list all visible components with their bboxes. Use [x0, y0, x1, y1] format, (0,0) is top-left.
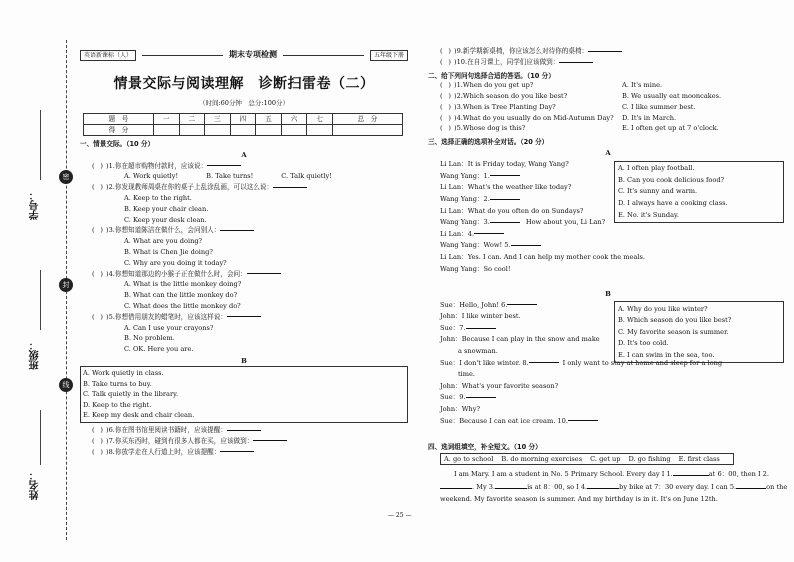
- score-input-cell[interactable]: [153, 124, 179, 135]
- student-number-blank[interactable]: [40, 110, 41, 180]
- box-option: E. No. it's Sunday.: [618, 210, 679, 219]
- box-option: D. Keep to the right.: [83, 400, 152, 409]
- answer-blank[interactable]: [490, 199, 520, 200]
- score-input-cell[interactable]: [281, 124, 307, 135]
- question-text: When do you get up?: [462, 81, 534, 90]
- question-row: [428, 57, 788, 68]
- part1-questions-b-cont: [428, 46, 788, 68]
- question-stem: 你发现教师周桌在你的桌子上乱涂乱画，可以这么说：: [114, 183, 274, 192]
- question-stem: 你想借用朋友的蜡笔时，应该这样说：: [114, 312, 227, 321]
- answer-paren[interactable]: ( ): [92, 436, 103, 445]
- answer-blank[interactable]: [588, 51, 622, 52]
- score-header-cell: 六: [281, 113, 307, 124]
- dialog-line: Sue：7.: [440, 322, 788, 334]
- box-option: B. Which season do you like best?: [618, 316, 732, 325]
- part1-option-box: [80, 366, 408, 423]
- page-title: 情景交际与阅读理解 诊断扫雷卷（二）: [113, 76, 375, 92]
- score-input-cell[interactable]: [205, 124, 231, 135]
- question-stem: 你想知道陈洁在做什么，会问别人：: [114, 226, 221, 235]
- answer-blank[interactable]: [466, 328, 496, 329]
- option-text: A. Work quietly!: [124, 172, 179, 181]
- answer-paren[interactable]: ( ): [440, 47, 451, 56]
- left-column: [80, 48, 408, 457]
- box-option: E. I can swim in the sea, too.: [618, 351, 715, 360]
- dialog-line: Sue：I don't like winter. 8. I only want to stay at home and sleep for a long: [440, 358, 723, 367]
- dialog-line: Wang Yang：3. How about you, Li Lan?: [440, 218, 606, 227]
- question-number: )10.: [454, 58, 468, 67]
- dialog-line: Wang Yang：1.: [440, 170, 788, 182]
- question-row: [80, 225, 408, 236]
- right-column: [428, 46, 788, 506]
- phrase-option: E. first class: [678, 455, 720, 464]
- match-row: [428, 123, 788, 134]
- part1-heading: 一、情景交际。（10 分）: [80, 139, 155, 148]
- score-input-cell[interactable]: [332, 124, 402, 135]
- answer-blank[interactable]: [568, 420, 598, 421]
- question-row: [80, 160, 408, 171]
- seal-dot-xian: 线: [59, 378, 73, 392]
- match-row: [428, 91, 788, 102]
- page-number: — 25 —: [388, 512, 412, 519]
- binding-strip: [26, 40, 70, 540]
- answer-option: E. I often get up at 7 o'clock.: [622, 124, 719, 133]
- score-table: [83, 113, 403, 136]
- question-number: )3.: [106, 226, 115, 235]
- answer-blank[interactable]: [220, 230, 254, 231]
- question-row: [80, 425, 408, 436]
- phrase-option: D. go fishing: [628, 455, 671, 464]
- box-option: D. I always have a cooking class.: [618, 198, 728, 207]
- dialog-line: John：I like winter best.: [440, 312, 521, 321]
- score-input-cell[interactable]: [256, 124, 282, 135]
- option-text: A. Can I use your crayons?: [124, 323, 214, 332]
- part1-questions-b: [80, 425, 408, 457]
- match-row: [428, 101, 788, 112]
- question-stem: 你在图书馆里阅读书籍时，应该提醒：: [114, 425, 227, 434]
- part3-sub-b: B: [605, 289, 611, 298]
- question-number: )5.: [454, 124, 463, 133]
- option-row: [80, 171, 408, 182]
- question-row: [80, 446, 408, 457]
- question-number: )1.: [454, 81, 463, 90]
- dialog-b: [428, 299, 788, 439]
- question-number: )1.: [106, 161, 115, 170]
- question-stem: 新学期新桌椅，你应该怎么对待你的桌椅：: [462, 47, 589, 56]
- box-option: A. Why do you like winter?: [618, 304, 708, 313]
- header-title: 期末专项检测: [229, 50, 277, 59]
- question-stem: 你买东西时，碰到有很多人都在买，应该做到：: [114, 436, 254, 445]
- match-row: [428, 80, 788, 91]
- part1-sub-a: A: [241, 150, 247, 159]
- question-number: )8.: [106, 447, 115, 456]
- question-text: Whose dog is this?: [462, 124, 526, 133]
- answer-blank[interactable]: [227, 430, 261, 431]
- question-number: )7.: [106, 436, 115, 445]
- question-number: )5.: [106, 312, 115, 321]
- part3-sub-a: A: [605, 149, 611, 158]
- dialog-line: Sue：Because I can eat ice cream. 10.: [440, 415, 788, 427]
- question-number: )3.: [454, 102, 463, 111]
- dialog-a: [428, 159, 788, 287]
- option-text: C. OK. Here you are.: [124, 345, 194, 354]
- score-header-cell: 三: [205, 113, 231, 124]
- answer-blank[interactable]: [474, 233, 504, 234]
- box-option: D. It's too cold.: [618, 339, 669, 348]
- score-input-cell[interactable]: [230, 124, 256, 135]
- box-option: A. Work quietly in class.: [83, 369, 164, 378]
- option-text: A. Keep to the right.: [124, 194, 192, 203]
- score-header-cell: 二: [179, 113, 205, 124]
- part1-questions: [80, 160, 408, 354]
- question-row: [80, 435, 408, 446]
- dialog-line: John：What's your favorite season?: [440, 381, 559, 390]
- part2-questions: [428, 80, 788, 134]
- option-text: B. No problem.: [124, 334, 175, 343]
- question-text: Which season do you like best?: [462, 91, 568, 100]
- seal-dot-mi: 密: [59, 170, 73, 184]
- match-row: [428, 112, 788, 123]
- dialog-line: John：Because I can play in the snow and make: [440, 335, 600, 344]
- answer-paren[interactable]: ( ): [440, 113, 451, 122]
- answer-blank[interactable]: [559, 62, 593, 63]
- answer-blank[interactable]: [495, 488, 527, 489]
- question-stem: 你在超市购物付款时，应该说：: [114, 161, 208, 170]
- dialog-line: John：Why?: [440, 405, 480, 414]
- question-stem: 在自习课上，同学们应该做到：: [467, 58, 560, 67]
- phrase-option: B. do morning exercises: [501, 455, 583, 464]
- score-header-cell: 题 号: [84, 113, 154, 124]
- question-number: )4.: [454, 113, 463, 122]
- question-row: [428, 46, 788, 57]
- score-header-cell: 总 分: [332, 113, 402, 124]
- dialog-line: time.: [458, 370, 476, 379]
- score-label-cell: 得 分: [84, 124, 154, 135]
- time-score-line: （时间:60分钟 总分:100分）: [198, 98, 290, 107]
- answer-option: C. I like summer best.: [622, 102, 696, 111]
- answer-blank[interactable]: [673, 475, 709, 476]
- answer-paren[interactable]: ( ): [440, 124, 451, 133]
- answer-paren[interactable]: ( ): [92, 425, 103, 434]
- dialog-a-option-box: [614, 161, 784, 223]
- score-header-cell: 五: [256, 113, 282, 124]
- answer-paren[interactable]: ( ): [440, 81, 451, 90]
- answer-paren[interactable]: ( ): [440, 102, 451, 111]
- box-option: A. I often play football.: [618, 164, 695, 173]
- part4-passage: I am Mary. I am a student in No. 5 Primary School. Every day I 1. at 6：00, then I 2.. My 3. is at 8：00, so I 4. by bike at 7：30 every day. I can 5. on the weekend. My favorite season is summer. And my birthday is in it. It's on June 12th.: [440, 470, 788, 504]
- answer-blank[interactable]: [253, 440, 287, 441]
- answer-blank[interactable]: [220, 451, 254, 452]
- part1-sub-b: B: [241, 356, 247, 365]
- dialog-line: Li Lan：It is Friday today, Wang Yang?: [440, 160, 569, 169]
- header-bar: [80, 48, 408, 62]
- question-number: )9.: [454, 47, 463, 56]
- name-label: 姓名：: [30, 470, 41, 500]
- phrase-option: C. get up: [590, 455, 621, 464]
- answer-blank[interactable]: [529, 362, 559, 363]
- option-text: B. What can the little monkey do?: [124, 291, 238, 300]
- answer-blank[interactable]: [227, 316, 261, 317]
- question-row: [80, 268, 408, 279]
- score-input-cell[interactable]: [179, 124, 205, 135]
- part3-heading: 三、选择正确的选项补全对话。（20 分）: [428, 137, 549, 146]
- header-center: [142, 50, 364, 60]
- answer-paren[interactable]: ( ): [92, 226, 103, 235]
- dialog-line: Li Lan：Yes. I can. And I can help my mother cook the meals.: [440, 252, 645, 261]
- dialog-line: Wang Yang：Wow! 5.: [440, 240, 788, 252]
- answer-blank[interactable]: [466, 397, 496, 398]
- answer-blank[interactable]: [490, 222, 520, 223]
- dialog-line: Sue：Hello, John! 6.: [440, 299, 788, 311]
- box-option: B. Can you cook delicious food?: [618, 175, 725, 184]
- answer-paren[interactable]: ( ): [92, 447, 103, 456]
- dialog-line: Sue：9.: [440, 392, 788, 404]
- name-blank[interactable]: [40, 410, 41, 465]
- answer-paren[interactable]: ( ): [92, 183, 103, 192]
- dialog-line: Wang Yang：2.: [440, 193, 788, 205]
- question-stem: 你想知道那边的小猴子正在做什么时，会问：: [114, 269, 247, 278]
- answer-paren[interactable]: ( ): [92, 312, 103, 321]
- option-text: B. What is Chen Jie doing?: [124, 248, 213, 256]
- option-text: C. Why are you doing it today?: [124, 258, 227, 267]
- class-label: 班级：: [30, 340, 41, 370]
- question-number: )4.: [106, 269, 115, 278]
- dialog-line: Li Lan：What do you often do on Sundays?: [440, 206, 584, 215]
- class-blank[interactable]: [40, 270, 41, 330]
- grade-tag: 五年级下册: [370, 50, 408, 61]
- box-option: E. Keep my desk and chair clean.: [83, 411, 195, 420]
- box-option: C. My favorite season is summer.: [618, 327, 729, 336]
- score-header-cell: 七: [307, 113, 333, 124]
- question-number: )2.: [454, 91, 463, 100]
- box-option: B. Take turns to buy.: [83, 379, 152, 388]
- seal-dot-feng: 封: [59, 278, 73, 292]
- option-text: C. Keep your desk clean.: [124, 215, 207, 224]
- question-text: When is Tree Planting Day?: [462, 102, 556, 111]
- question-text: What do you usually do on Mid-Autumn Day?: [462, 113, 614, 122]
- answer-blank[interactable]: [490, 175, 520, 176]
- answer-blank[interactable]: [507, 304, 537, 305]
- question-number: )2.: [106, 183, 115, 192]
- question-number: )6.: [106, 425, 115, 434]
- option-text: A. What are you doing?: [124, 237, 203, 246]
- answer-paren[interactable]: ( ): [440, 91, 451, 100]
- part2-heading: 二、给下列问句选择合适的答语。（10 分）: [428, 71, 555, 80]
- student-number-label: 学号：: [30, 190, 41, 220]
- option-text: C. What does the little monkey do?: [124, 301, 241, 310]
- part4-heading: 四、选词组填空，补全短文。（10 分）: [428, 443, 542, 452]
- answer-blank[interactable]: [511, 245, 541, 246]
- box-option: C. Talk quietly in the library.: [83, 390, 179, 399]
- dialog-b-option-box: [614, 301, 784, 363]
- option-text: C. Talk quietly!: [281, 172, 332, 181]
- option-text: A. What is the little monkey doing?: [124, 280, 242, 289]
- part4-option-box: [440, 453, 734, 465]
- answer-paren[interactable]: ( ): [92, 269, 103, 278]
- box-option: C. It's sunny and warm.: [618, 187, 698, 196]
- answer-blank[interactable]: [736, 488, 766, 489]
- answer-blank[interactable]: [207, 165, 241, 166]
- answer-blank[interactable]: [440, 488, 472, 489]
- answer-blank[interactable]: [273, 187, 307, 188]
- answer-paren[interactable]: ( ): [440, 58, 451, 67]
- question-row: [80, 182, 408, 193]
- question-stem: 你放学走在人行道上时，应该提醒：: [114, 447, 221, 456]
- textbook-tag: 英语新课标（人）: [80, 50, 136, 61]
- answer-option: A. It's mine.: [622, 81, 663, 90]
- score-header-cell: 四: [230, 113, 256, 124]
- dialog-line: Wang Yang：So cool!: [440, 264, 511, 273]
- dialog-line: a snowman.: [458, 347, 498, 356]
- phrase-option: A. go to school: [444, 455, 494, 464]
- question-row: [80, 312, 408, 323]
- dialog-line: Li Lan：What's the weather like today?: [440, 183, 572, 192]
- answer-option: D. It's in March.: [622, 113, 677, 122]
- answer-blank[interactable]: [247, 273, 281, 274]
- dialog-line: Li Lan：4.: [440, 228, 788, 240]
- option-text: B. Take turns!: [206, 172, 254, 181]
- answer-paren[interactable]: ( ): [92, 161, 103, 170]
- option-text: B. Keep your chair clean.: [124, 204, 209, 213]
- score-input-cell[interactable]: [307, 124, 333, 135]
- score-header-cell: 一: [153, 113, 179, 124]
- answer-blank[interactable]: [587, 488, 619, 489]
- answer-option: B. We usually eat mooncakes.: [622, 91, 722, 100]
